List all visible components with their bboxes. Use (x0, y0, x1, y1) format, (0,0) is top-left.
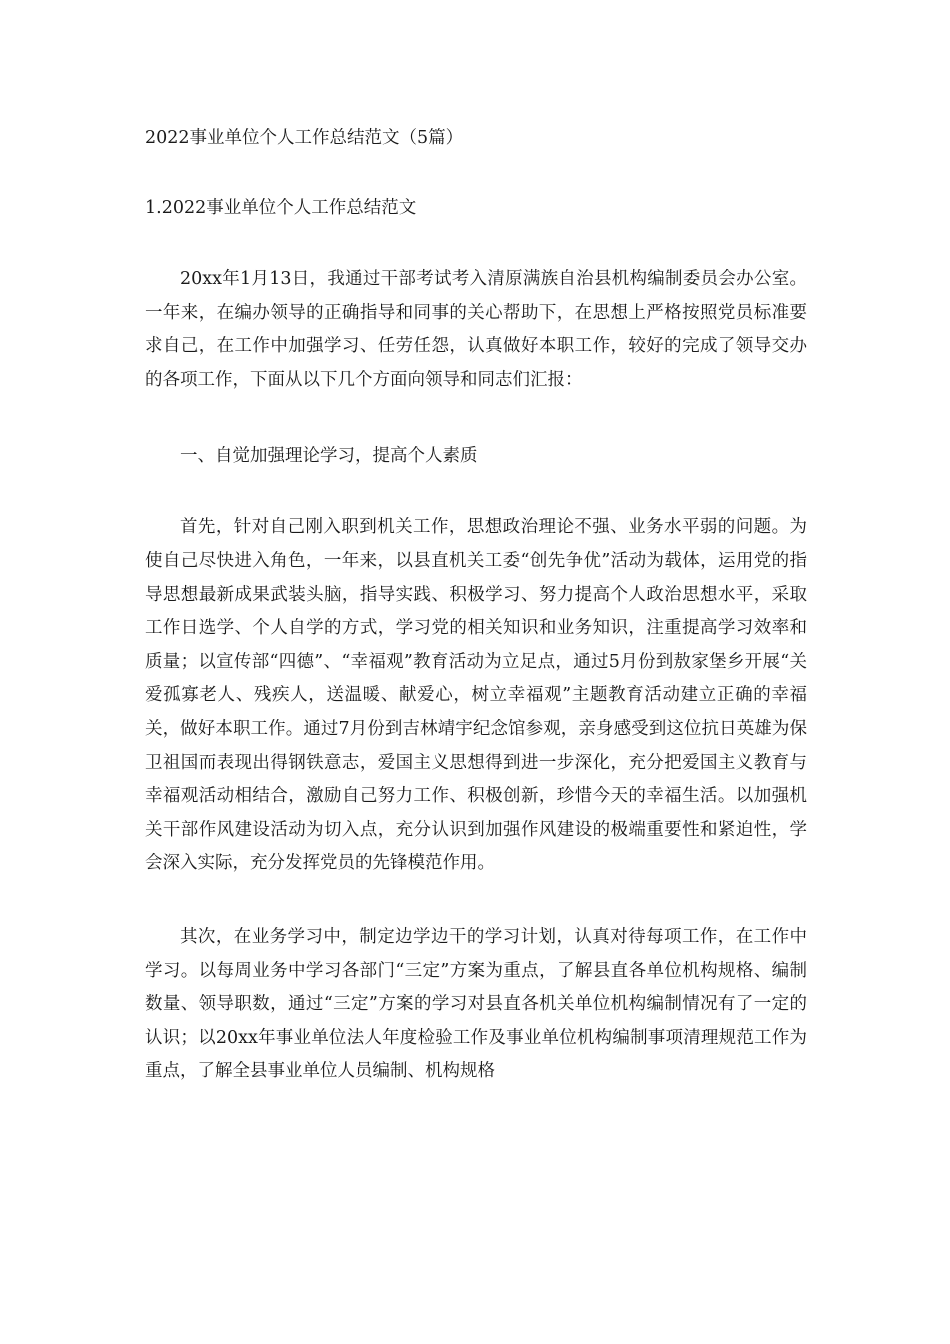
body-paragraph-first: 首先，针对自己刚入职到机关工作，思想政治理论不强、业务水平弱的问题。为使自己尽快进入角色，一年来，以县直机关工委“创先争优”活动为载体，运用党的指导思想最新成果武装头脑，指导实践、积极学习、努力提高个人政治思想水平，采取工作日选学、个人自学的方式，学习党的相关知识和业务知识，注重提高学习效率和质量；以宣传部“四德”、“幸福观”教育活动为立足点，通过5月份到敖家堡乡开展“关爱孤寡老人、残疾人，送温暖、献爱心，树立幸福观”主题教育活动建立正确的幸福关，做好本职工作。通过7月份到吉林靖宇纪念馆参观，亲身感受到这位抗日英雄为保卫祖国而表现出得钢铁意志，爱国主义思想得到进一步深化，充分把爱国主义教育与幸福观活动相结合，激励自己努力工作、积极创新，珍惜今天的幸福生活。以加强机关干部作风建设活动为切入点，充分认识到加强作风建设的极端重要性和紧迫性，学会深入实际，充分发挥党员的先锋模范作用。 (145, 517, 807, 874)
document-title: 2022事业单位个人工作总结范文（5篇） (145, 128, 464, 148)
document-body (145, 123, 807, 1089)
section-title: 1.2022事业单位个人工作总结范文 (145, 198, 417, 218)
section-heading: 一、自觉加强理论学习，提高个人素质 (180, 446, 478, 467)
intro-paragraph: 20xx年1月13日，我通过干部考试考入清原满族自治县机构编制委员会办公室。一年来，在编办领导的正确指导和同事的关心帮助下，在思想上严格按照党员标准要求自己，在工作中加强学习、任劳任怨，认真做好本职工作，较好的完成了领导交办的各项工作，下面从以下几个方面向领导和同志们汇报： (145, 269, 807, 390)
body-paragraph-second: 其次，在业务学习中，制定边学边干的学习计划，认真对待每项工作，在工作中学习。以每周业务中学习各部门“三定”方案为重点，了解县直各单位机构规格、编制数量、领导职数，通过“三定”方案的学习对县直各机关单位机构编制情况有了一定的认识；以20xx年事业单位法人年度检验工作及事业单位机构编制事项清理规范工作为重点，了解全县事业单位人员编制、机构规格 (145, 926, 807, 1082)
